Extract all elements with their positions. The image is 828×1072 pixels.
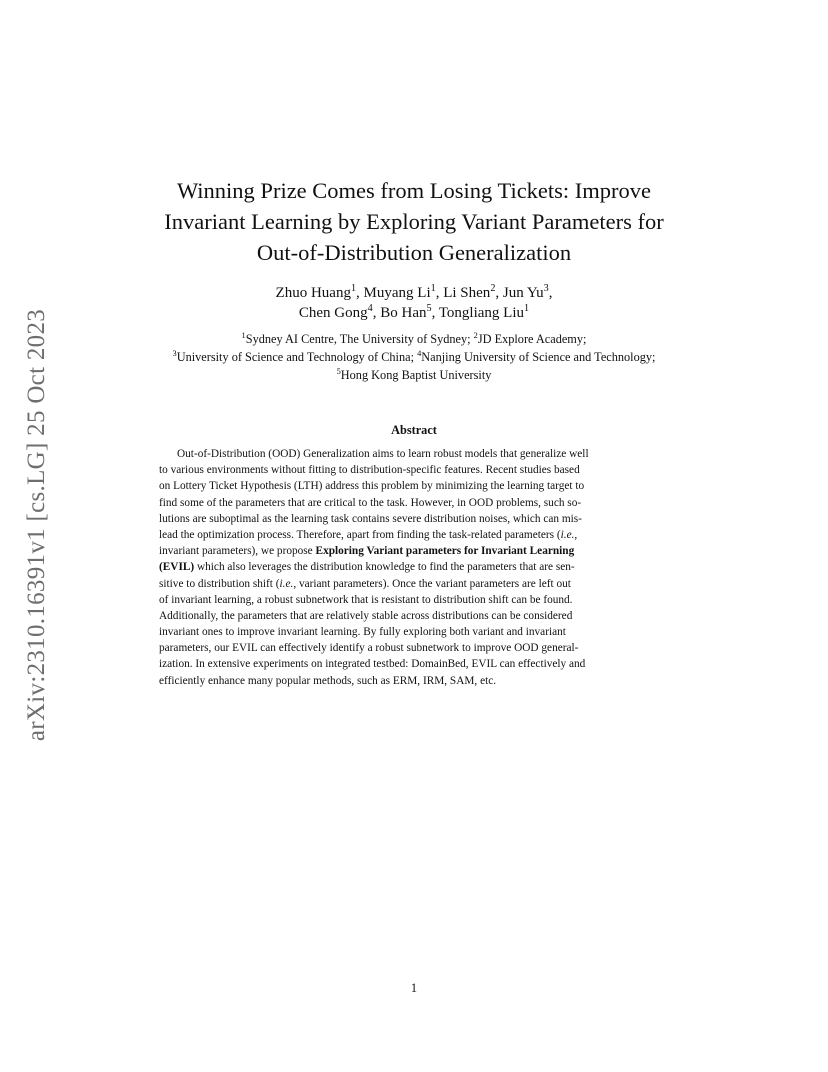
affiliation-line bbox=[60, 330, 768, 348]
abstract-text: which also leverages the distribution knowledge to find the parameters that are sen- bbox=[194, 561, 575, 574]
abstract-line bbox=[159, 527, 671, 543]
author-separator: , bbox=[548, 285, 553, 301]
abstract-line: efficiently enhance many popular methods, such as ERM, IRM, SAM, etc. bbox=[159, 674, 497, 687]
author-name: Zhuo Huang bbox=[275, 285, 351, 301]
abstract-line bbox=[159, 559, 671, 575]
paper-title bbox=[100, 175, 728, 268]
affiliation-mark: 1 bbox=[241, 330, 246, 340]
abstract-text: , variant parameters). Once the variant parameters are left out bbox=[293, 577, 571, 590]
author-line bbox=[100, 283, 728, 303]
abstract-text: , bbox=[574, 528, 578, 541]
abstract-line: to various environments without fitting to distribution-specific features. Recent studies based bbox=[159, 464, 580, 477]
affiliation-text: Hong Kong Baptist University bbox=[340, 368, 492, 382]
author-name: Chen Gong bbox=[298, 305, 368, 321]
abstract-bold-text: Exploring Variant parameters for Invariant Learning bbox=[315, 545, 575, 558]
abstract-bold-text: (EVIL) bbox=[159, 561, 195, 574]
abstract-line: of invariant learning, a robust subnetwork that is resistant to distribution shift can be found. bbox=[159, 593, 573, 606]
affiliation-line bbox=[60, 366, 768, 384]
abstract-italic-text: i.e. bbox=[560, 528, 575, 541]
arxiv-identifier: arXiv:2310.16391v1 [cs.LG] 25 Oct 2023 bbox=[23, 308, 51, 742]
abstract-italic-text: i.e. bbox=[279, 577, 294, 590]
abstract-line: Out-of-Distribution (OOD) Generalization aims to learn robust models that generalize well bbox=[177, 448, 589, 460]
author-affiliation-mark: 1 bbox=[350, 283, 357, 294]
author-affiliation-mark: 1 bbox=[524, 303, 530, 314]
abstract-line bbox=[159, 543, 671, 559]
abstract-line: lutions are suboptimal as the learning task contains severe distribution noises, which can mis- bbox=[159, 512, 582, 525]
author-name: Bo Han bbox=[380, 305, 427, 321]
abstract-text: lead the optimization process. Therefore, apart from finding the task-related parameters ( bbox=[159, 528, 561, 541]
author-name: Tongliang Liu bbox=[438, 305, 525, 321]
author-separator: , bbox=[431, 305, 439, 321]
author-affiliation-mark: 3 bbox=[543, 283, 549, 294]
abstract-heading: Abstract bbox=[391, 423, 437, 437]
author-affiliation-mark: 2 bbox=[490, 283, 496, 294]
abstract-text: sitive to distribution shift ( bbox=[159, 577, 280, 590]
affiliation-line bbox=[60, 348, 768, 366]
abstract-line: invariant ones to improve invariant learning. By fully exploring both variant and invariant bbox=[159, 626, 566, 639]
affiliation-mark: 4 bbox=[417, 348, 422, 358]
title-line: Winning Prize Comes from Losing Tickets: Improve bbox=[176, 178, 652, 203]
author-affiliation-mark: 5 bbox=[426, 303, 432, 314]
abstract-body bbox=[159, 446, 671, 689]
abstract-line bbox=[159, 576, 671, 592]
abstract-line: Additionally, the parameters that are relatively stable across distributions can be considered bbox=[159, 609, 573, 622]
author-name: Muyang Li bbox=[363, 285, 431, 301]
author-name: Li Shen bbox=[443, 285, 491, 301]
title-line: Invariant Learning by Exploring Variant Parameters for bbox=[164, 209, 664, 234]
affiliation-mark: 3 bbox=[172, 348, 177, 358]
affiliation-list bbox=[60, 330, 768, 384]
author-name: Jun Yu bbox=[502, 285, 544, 301]
affiliation-text: JD Explore Academy; bbox=[477, 332, 587, 346]
affiliation-mark: 2 bbox=[473, 330, 478, 340]
author-separator: , bbox=[372, 305, 381, 321]
abstract-text: invariant parameters), we propose bbox=[159, 545, 316, 558]
page-number: 1 bbox=[410, 981, 418, 995]
author-list bbox=[100, 283, 728, 323]
author-separator: , bbox=[495, 285, 503, 301]
title-line: Out-of-Distribution Generalization bbox=[256, 240, 572, 265]
affiliation-text: Nanjing University of Science and Technology; bbox=[421, 350, 656, 364]
abstract-line: on Lottery Ticket Hypothesis (LTH) address this problem by minimizing the learning target to bbox=[159, 480, 585, 493]
arxiv-identifier-margin bbox=[20, 290, 54, 760]
abstract-line: parameters, our EVIL can effectively identify a robust subnetwork to improve OOD general- bbox=[159, 642, 579, 655]
author-line bbox=[100, 303, 728, 323]
abstract-line: ization. In extensive experiments on integrated testbed: DomainBed, EVIL can effectively and bbox=[159, 658, 586, 671]
affiliation-mark: 5 bbox=[336, 366, 341, 376]
author-affiliation-mark: 4 bbox=[367, 303, 373, 314]
abstract-line: find some of the parameters that are critical to the task. However, in OOD problems, such so- bbox=[159, 496, 582, 509]
author-affiliation-mark: 1 bbox=[430, 283, 436, 294]
author-separator: , bbox=[356, 285, 364, 301]
affiliation-text: University of Science and Technology of China; bbox=[176, 350, 418, 364]
author-separator: , bbox=[435, 285, 444, 301]
affiliation-text: Sydney AI Centre, The University of Sydney; bbox=[245, 332, 474, 346]
